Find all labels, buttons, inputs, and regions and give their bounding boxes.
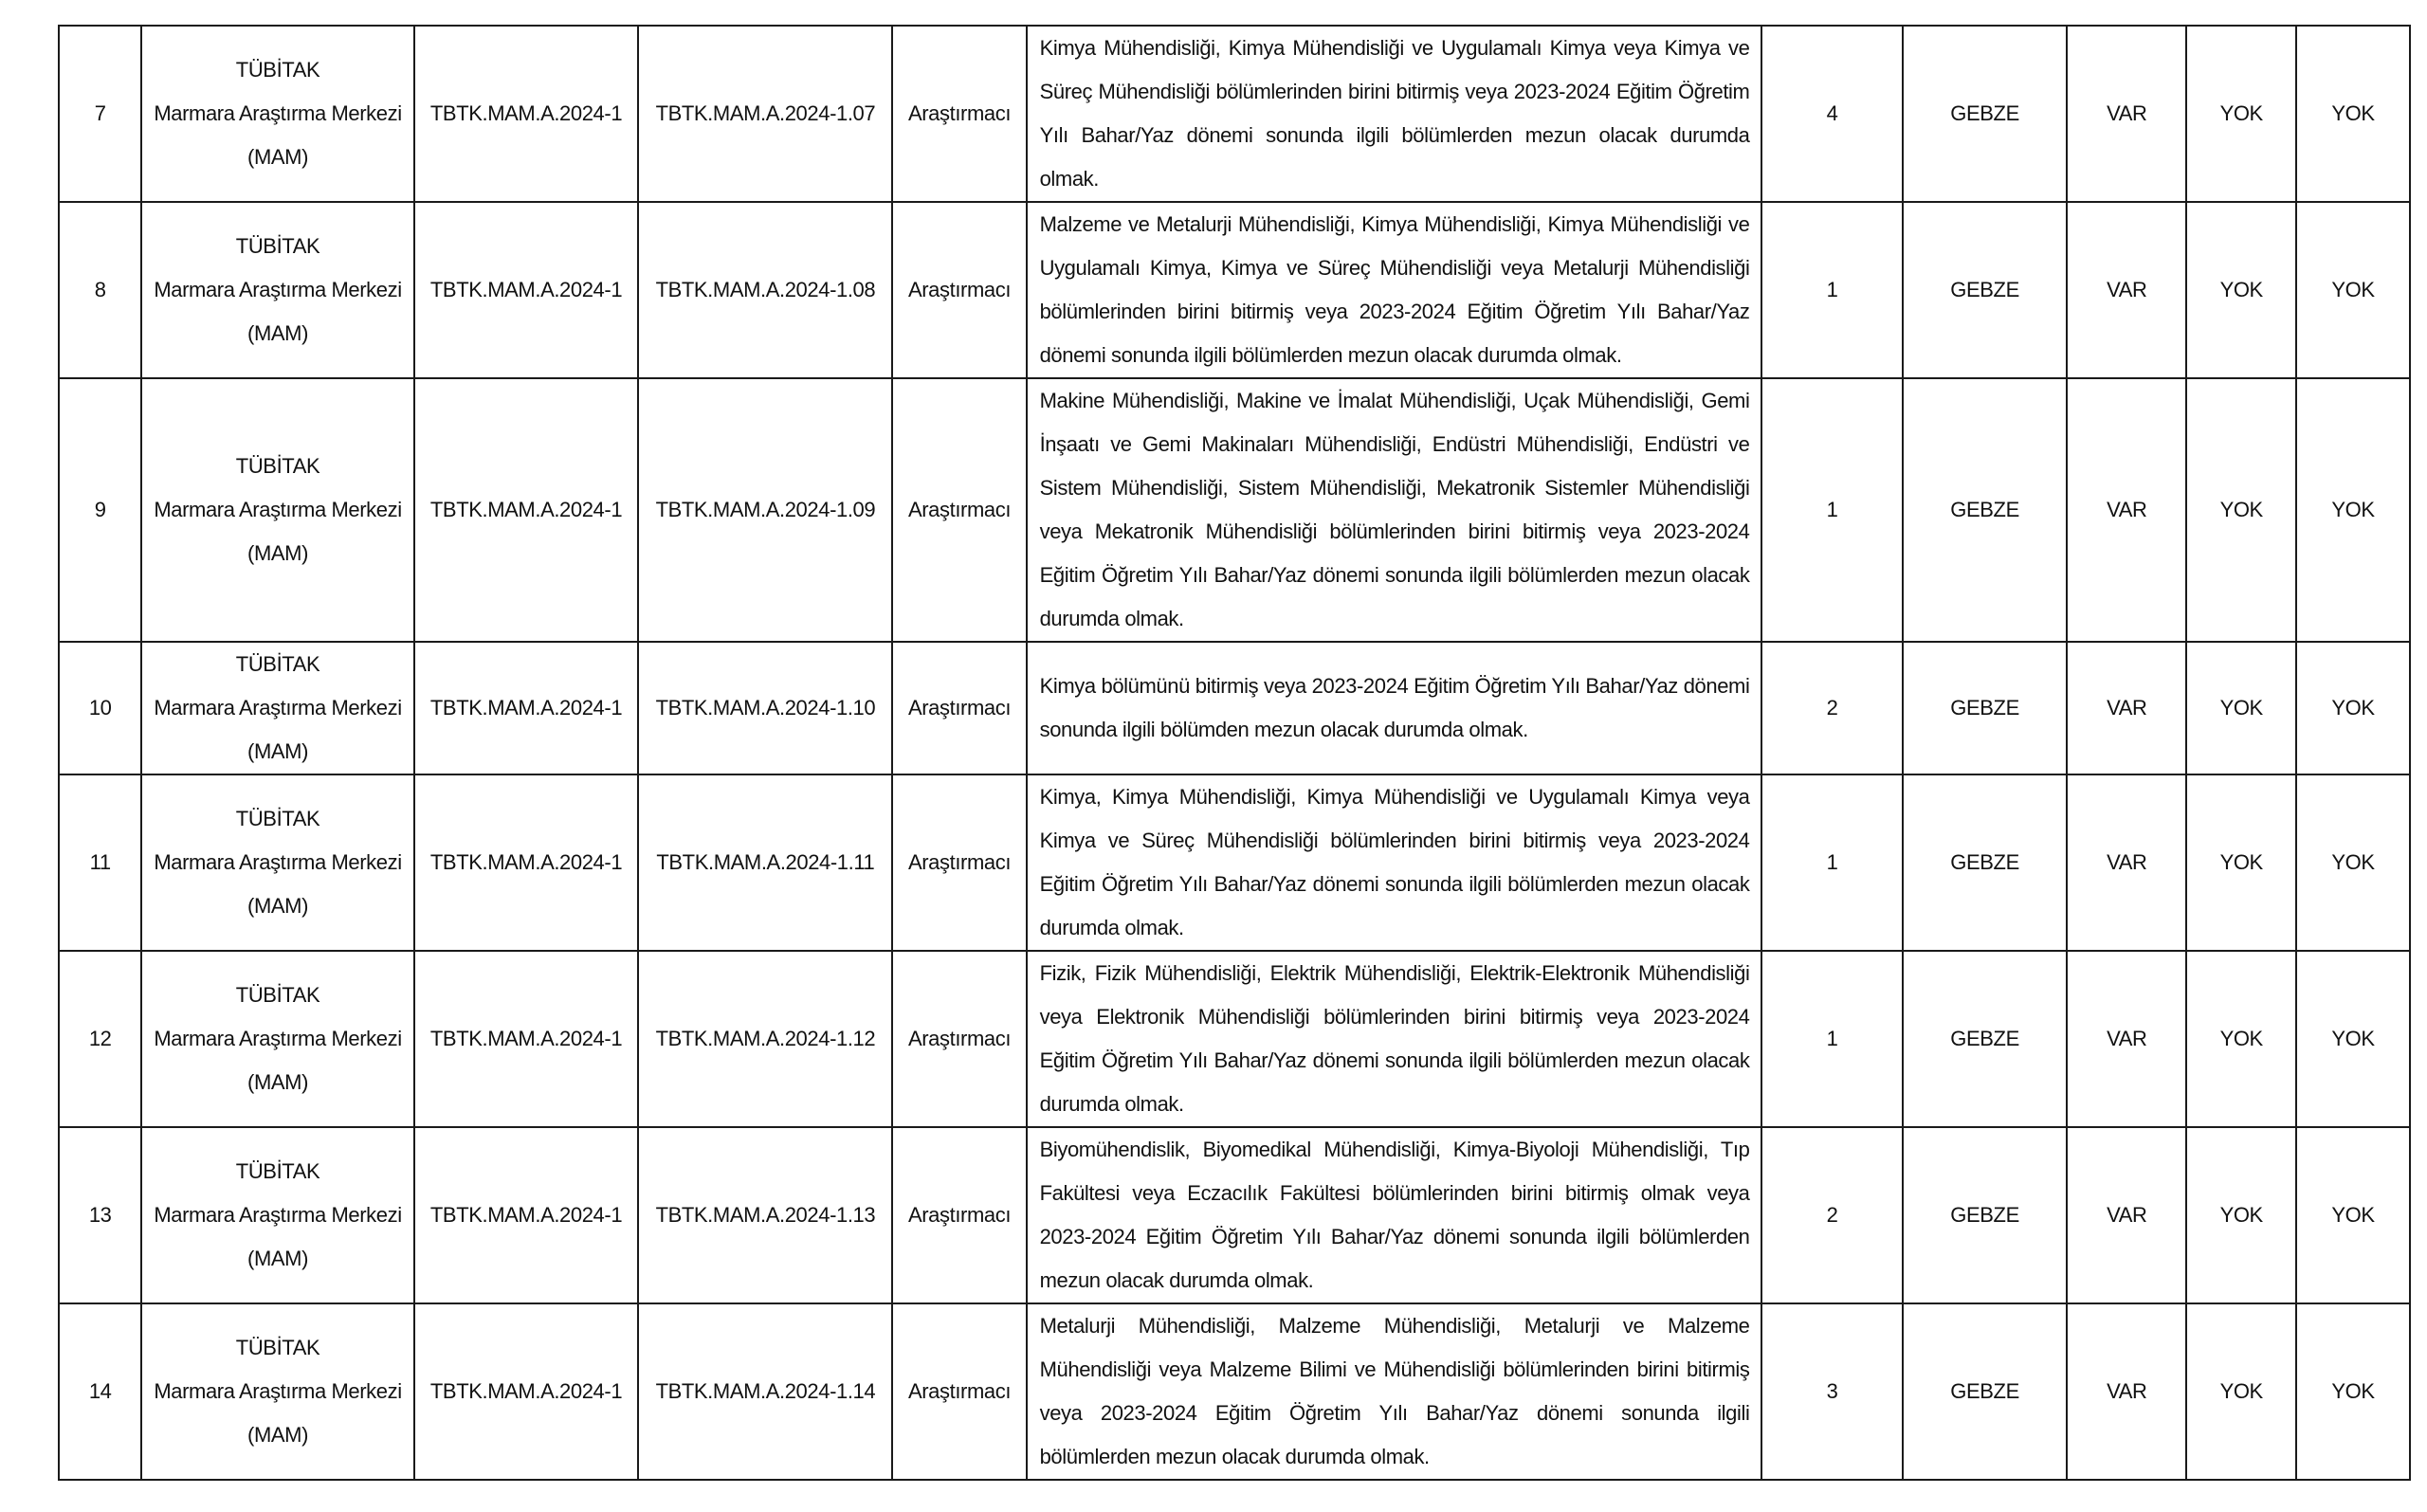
unit-cell	[141, 1127, 413, 1303]
requirement-text: Metalurji Mühendisliği, Malzeme Mühendisliği, Metalurji ve Malzeme Mühendisliği veya Malzeme Bilimi ve Mühendisliği bölümlerinden birini bitirmiş veya 2023-2024 Eğitim Öğretim Yılı Bahar/Yaz dönemi sonunda ilgili bölümlerden mezun olacak durumda olmak.	[1027, 1303, 1762, 1480]
row-number: 8	[59, 202, 141, 378]
unit-center: Marmara Araştırma Merkezi	[154, 278, 402, 301]
status-cell-b: YOK	[2186, 642, 2296, 774]
announcement-code: TBTK.MAM.A.2024-1	[414, 378, 639, 642]
status-cell-a: VAR	[2067, 202, 2186, 378]
position-code: TBTK.MAM.A.2024-1.10	[638, 642, 892, 774]
position-code: TBTK.MAM.A.2024-1.14	[638, 1303, 892, 1480]
positions-table	[58, 25, 2411, 1481]
unit-cell	[141, 1303, 413, 1480]
position-title: Araştırmacı	[892, 951, 1026, 1127]
work-location: GEBZE	[1903, 642, 2068, 774]
announcement-code: TBTK.MAM.A.2024-1	[414, 202, 639, 378]
unit-center: Marmara Araştırma Merkezi	[154, 1203, 402, 1227]
unit-cell	[141, 202, 413, 378]
position-title: Araştırmacı	[892, 202, 1026, 378]
requirement-text: Kimya Mühendisliği, Kimya Mühendisliği ve Uygulamalı Kimya veya Kimya ve Süreç Mühendisliği bölümlerinden birini bitirmiş veya 2023-2024 Eğitim Öğretim Yılı Bahar/Yaz dönemi sonunda ilgili bölümlerden mezun olacak durumda olmak.	[1027, 26, 1762, 202]
table-row	[59, 378, 2410, 642]
unit-org: TÜBİTAK	[235, 807, 320, 830]
unit-org: TÜBİTAK	[235, 454, 320, 478]
unit-center: Marmara Araştırma Merkezi	[154, 696, 402, 720]
status-cell-a: VAR	[2067, 642, 2186, 774]
position-code: TBTK.MAM.A.2024-1.09	[638, 378, 892, 642]
announcement-code: TBTK.MAM.A.2024-1	[414, 642, 639, 774]
status-cell-c: YOK	[2296, 378, 2410, 642]
unit-center: Marmara Araştırma Merkezi	[154, 850, 402, 874]
announcement-code: TBTK.MAM.A.2024-1	[414, 774, 639, 951]
table-row	[59, 202, 2410, 378]
unit-cell	[141, 774, 413, 951]
position-count: 1	[1761, 951, 1902, 1127]
table-row	[59, 1303, 2410, 1480]
positions-table-body	[59, 26, 2410, 1480]
position-code: TBTK.MAM.A.2024-1.12	[638, 951, 892, 1127]
status-cell-c: YOK	[2296, 1127, 2410, 1303]
unit-cell	[141, 26, 413, 202]
status-cell-b: YOK	[2186, 951, 2296, 1127]
table-row	[59, 1127, 2410, 1303]
position-count: 2	[1761, 1127, 1902, 1303]
status-cell-a: VAR	[2067, 378, 2186, 642]
position-count: 1	[1761, 378, 1902, 642]
position-count: 2	[1761, 642, 1902, 774]
unit-abbr: (MAM)	[247, 894, 309, 918]
table-row	[59, 26, 2410, 202]
row-number: 11	[59, 774, 141, 951]
position-title: Araştırmacı	[892, 1303, 1026, 1480]
status-cell-c: YOK	[2296, 951, 2410, 1127]
work-location: GEBZE	[1903, 951, 2068, 1127]
requirement-text: Makine Mühendisliği, Makine ve İmalat Mühendisliği, Uçak Mühendisliği, Gemi İnşaatı ve Gemi Makinaları Mühendisliği, Endüstri Mühendisliği, Endüstri ve Sistem Mühendisliği, Sistem Mühendisliği, Mekatronik Sistemler Mühendisliği veya Mekatronik Mühendisliği bölümlerinden birini bitirmiş veya 2023-2024 Eğitim Öğretim Yılı Bahar/Yaz dönemi sonunda ilgili bölümlerden mezun olacak durumda olmak.	[1027, 378, 1762, 642]
unit-abbr: (MAM)	[247, 145, 309, 169]
table-row	[59, 642, 2410, 774]
unit-center: Marmara Araştırma Merkezi	[154, 1027, 402, 1050]
status-cell-b: YOK	[2186, 774, 2296, 951]
unit-center: Marmara Araştırma Merkezi	[154, 1379, 402, 1403]
requirement-text: Kimya, Kimya Mühendisliği, Kimya Mühendisliği ve Uygulamalı Kimya veya Kimya ve Süreç Mühendisliği bölümlerinden birini bitirmiş veya 2023-2024 Eğitim Öğretim Yılı Bahar/Yaz dönemi sonunda ilgili bölümlerden mezun olacak durumda olmak.	[1027, 774, 1762, 951]
work-location: GEBZE	[1903, 378, 2068, 642]
unit-org: TÜBİTAK	[235, 1336, 320, 1359]
row-number: 14	[59, 1303, 141, 1480]
position-code: TBTK.MAM.A.2024-1.07	[638, 26, 892, 202]
status-cell-b: YOK	[2186, 1303, 2296, 1480]
unit-abbr: (MAM)	[247, 321, 309, 345]
position-title: Araştırmacı	[892, 1127, 1026, 1303]
unit-cell	[141, 951, 413, 1127]
status-cell-c: YOK	[2296, 202, 2410, 378]
position-title: Araştırmacı	[892, 26, 1026, 202]
unit-abbr: (MAM)	[247, 1247, 309, 1270]
unit-cell	[141, 378, 413, 642]
status-cell-c: YOK	[2296, 774, 2410, 951]
requirement-text: Kimya bölümünü bitirmiş veya 2023-2024 Eğitim Öğretim Yılı Bahar/Yaz dönemi sonunda ilgili bölümden mezun olacak durumda olmak.	[1027, 642, 1762, 774]
unit-center: Marmara Araştırma Merkezi	[154, 101, 402, 125]
unit-org: TÜBİTAK	[235, 58, 320, 82]
position-title: Araştırmacı	[892, 378, 1026, 642]
announcement-code: TBTK.MAM.A.2024-1	[414, 951, 639, 1127]
work-location: GEBZE	[1903, 1303, 2068, 1480]
work-location: GEBZE	[1903, 774, 2068, 951]
row-number: 7	[59, 26, 141, 202]
row-number: 13	[59, 1127, 141, 1303]
status-cell-c: YOK	[2296, 1303, 2410, 1480]
position-count: 3	[1761, 1303, 1902, 1480]
status-cell-b: YOK	[2186, 378, 2296, 642]
work-location: GEBZE	[1903, 202, 2068, 378]
unit-abbr: (MAM)	[247, 1070, 309, 1094]
table-row	[59, 951, 2410, 1127]
status-cell-c: YOK	[2296, 642, 2410, 774]
position-title: Araştırmacı	[892, 642, 1026, 774]
unit-org: TÜBİTAK	[235, 234, 320, 258]
row-number: 10	[59, 642, 141, 774]
unit-org: TÜBİTAK	[235, 652, 320, 676]
status-cell-a: VAR	[2067, 1303, 2186, 1480]
status-cell-a: VAR	[2067, 774, 2186, 951]
work-location: GEBZE	[1903, 1127, 2068, 1303]
announcement-code: TBTK.MAM.A.2024-1	[414, 26, 639, 202]
row-number: 9	[59, 378, 141, 642]
requirement-text: Fizik, Fizik Mühendisliği, Elektrik Mühendisliği, Elektrik-Elektronik Mühendisliği veya Elektronik Mühendisliği bölümlerinden birini bitirmiş veya 2023-2024 Eğitim Öğretim Yılı Bahar/Yaz dönemi sonunda ilgili bölümlerden mezun olacak durumda olmak.	[1027, 951, 1762, 1127]
announcement-code: TBTK.MAM.A.2024-1	[414, 1303, 639, 1480]
unit-cell	[141, 642, 413, 774]
work-location: GEBZE	[1903, 26, 2068, 202]
status-cell-a: VAR	[2067, 1127, 2186, 1303]
status-cell-c: YOK	[2296, 26, 2410, 202]
position-code: TBTK.MAM.A.2024-1.13	[638, 1127, 892, 1303]
position-count: 1	[1761, 202, 1902, 378]
position-count: 4	[1761, 26, 1902, 202]
position-code: TBTK.MAM.A.2024-1.08	[638, 202, 892, 378]
status-cell-b: YOK	[2186, 1127, 2296, 1303]
unit-abbr: (MAM)	[247, 541, 309, 565]
status-cell-a: VAR	[2067, 26, 2186, 202]
row-number: 12	[59, 951, 141, 1127]
requirement-text: Malzeme ve Metalurji Mühendisliği, Kimya Mühendisliği, Kimya Mühendisliği ve Uygulamalı Kimya, Kimya ve Süreç Mühendisliği veya Metalurji Mühendisliği bölümlerinden birini bitirmiş veya 2023-2024 Eğitim Öğretim Yılı Bahar/Yaz dönemi sonunda ilgili bölümlerden mezun olacak durumda olmak.	[1027, 202, 1762, 378]
requirement-text: Biyomühendislik, Biyomedikal Mühendisliği, Kimya-Biyoloji Mühendisliği, Tıp Fakültesi veya Eczacılık Fakültesi bölümlerinden birini bitirmiş olmak veya 2023-2024 Eğitim Öğretim Yılı Bahar/Yaz dönemi sonunda ilgili bölümlerden mezun olacak durumda olmak.	[1027, 1127, 1762, 1303]
status-cell-a: VAR	[2067, 951, 2186, 1127]
position-title: Araştırmacı	[892, 774, 1026, 951]
status-cell-b: YOK	[2186, 202, 2296, 378]
announcement-code: TBTK.MAM.A.2024-1	[414, 1127, 639, 1303]
unit-abbr: (MAM)	[247, 1423, 309, 1447]
status-cell-b: YOK	[2186, 26, 2296, 202]
unit-abbr: (MAM)	[247, 739, 309, 763]
unit-org: TÜBİTAK	[235, 983, 320, 1007]
unit-org: TÜBİTAK	[235, 1159, 320, 1183]
position-count: 1	[1761, 774, 1902, 951]
table-row	[59, 774, 2410, 951]
unit-center: Marmara Araştırma Merkezi	[154, 498, 402, 521]
position-code: TBTK.MAM.A.2024-1.11	[638, 774, 892, 951]
